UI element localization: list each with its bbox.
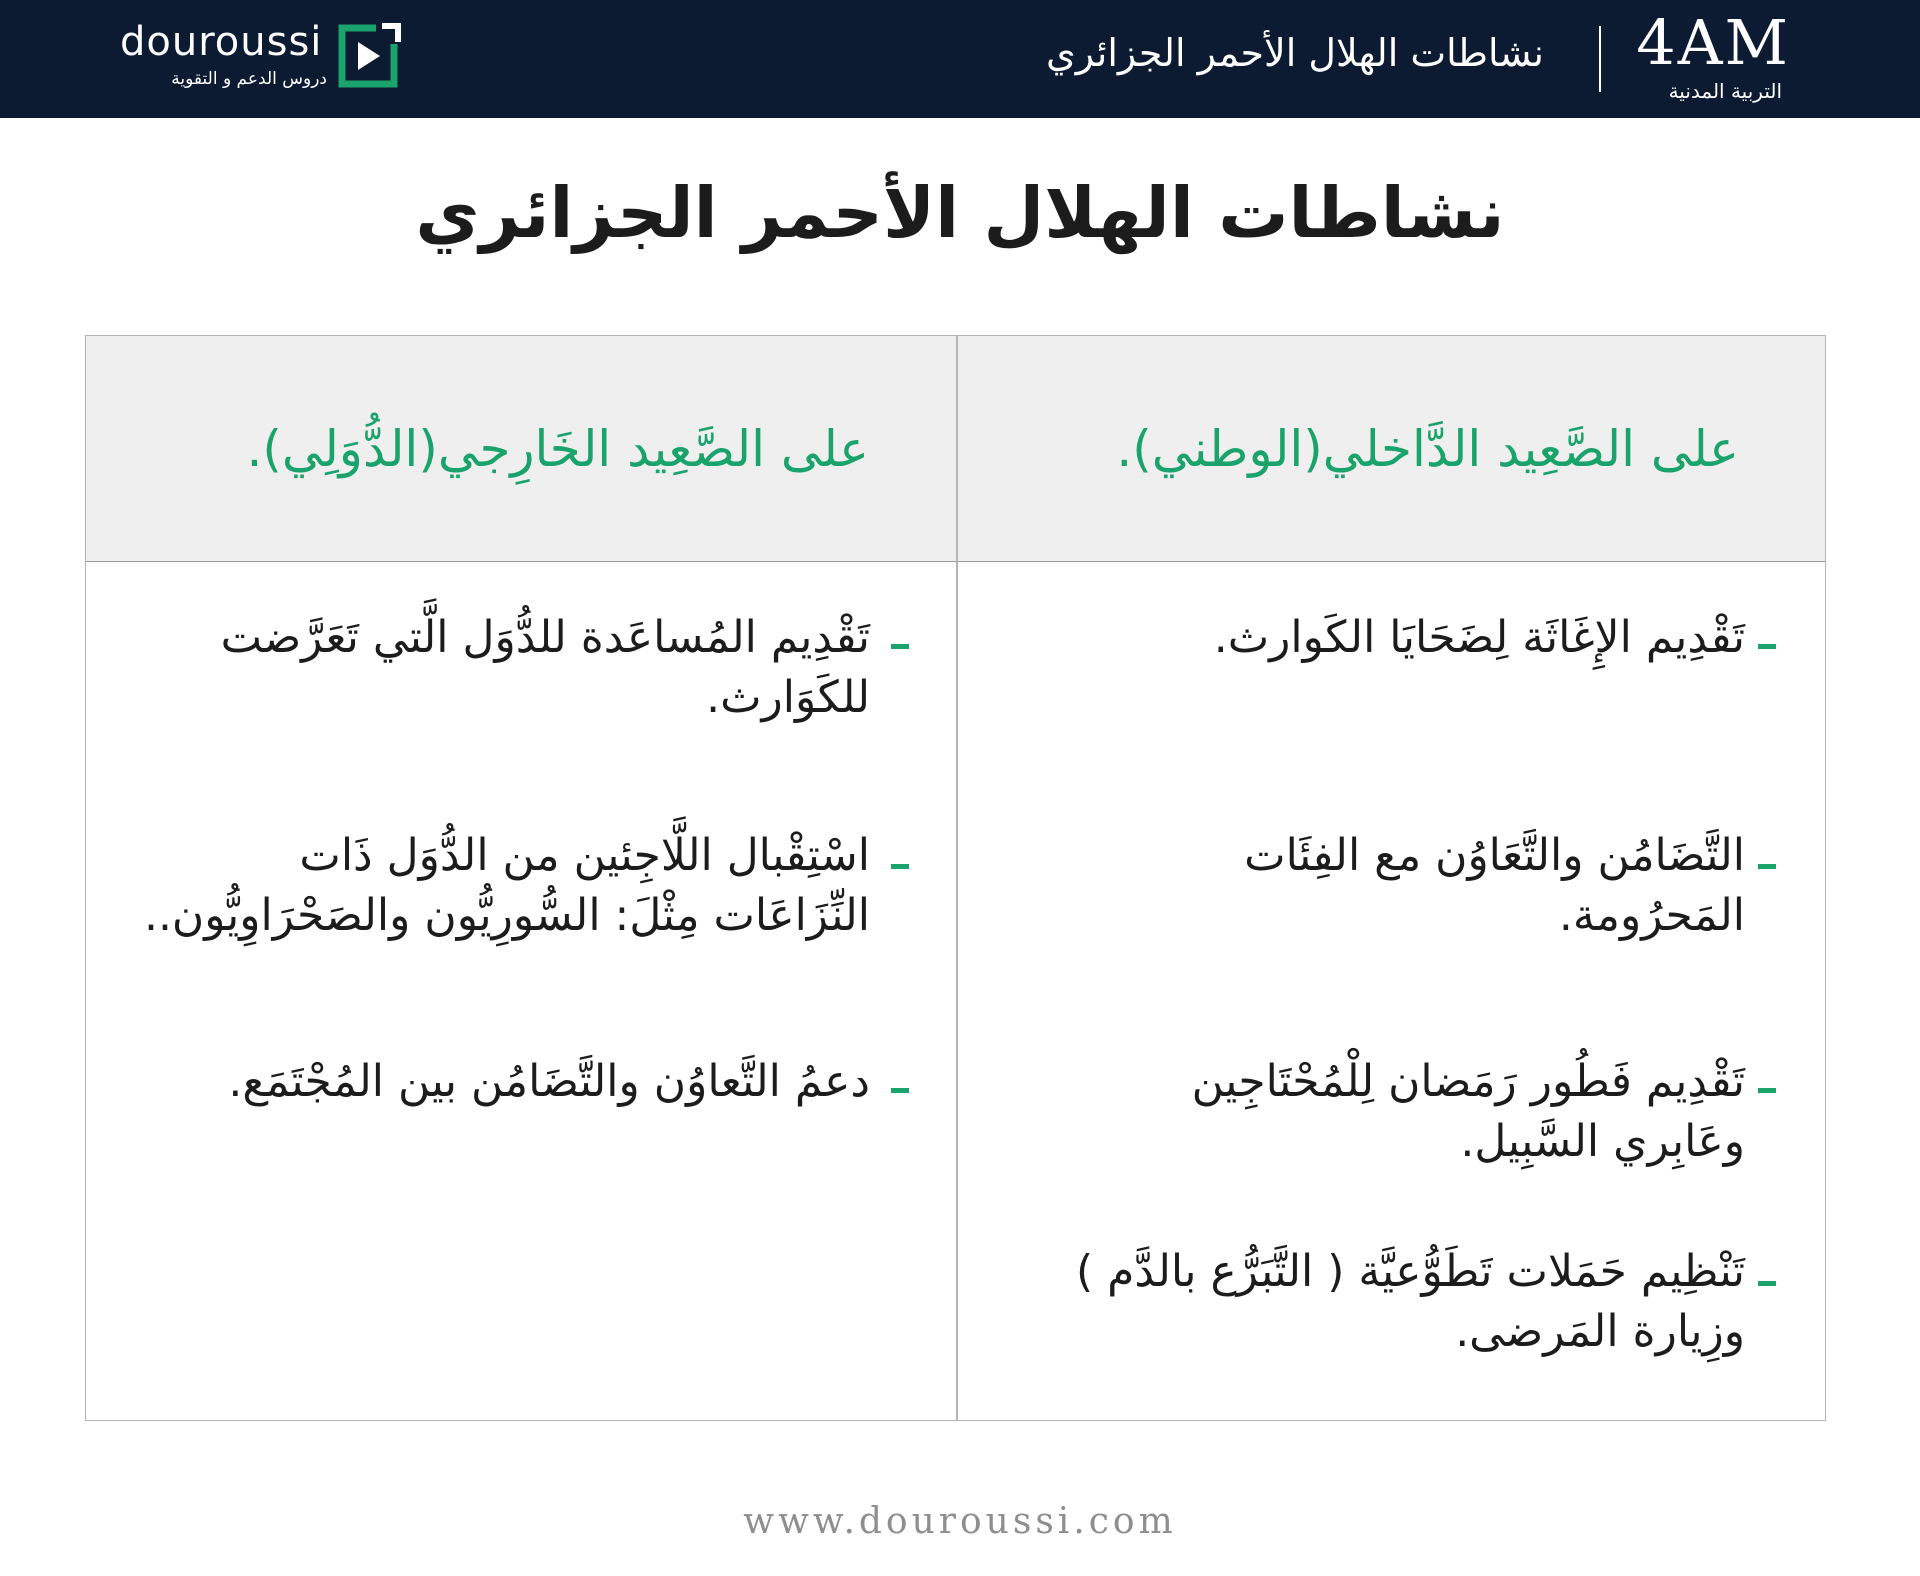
page-title: نشاطات الهلال الأحمر الجزائري [415,172,1505,254]
subject-label: التربية المدنية [1668,79,1782,103]
bullet-dash [891,864,909,869]
list-item: تَقْدِيم المُساعَدة للدُّوَل الَّتي تَعَرَّضت للكَوَارث. [220,612,870,723]
bullet-dash [1758,644,1776,649]
brand-name: douroussi [120,19,323,65]
top-header-bar [0,0,1920,118]
footer-url[interactable]: www.douroussi.com [743,1501,1177,1542]
list-item: التَّضَامُن والتَّعَاوُن مع الفِئَات المَحرُومة. [1244,830,1745,941]
bullet-dash [1758,1088,1776,1093]
list-item: تَنْظِيم حَمَلات تَطَوُّعيَّة ( التَّبَرُّع بالدَّم ) وزِيارة المَرضى. [1075,1246,1745,1357]
play-icon [332,20,404,92]
bullet-dash [1758,1281,1776,1286]
header-title: نشاطات الهلال الأحمر الجزائري [1046,31,1544,75]
bullet-dash [1758,864,1776,869]
header-divider [1599,26,1601,92]
list-item: دعمُ التَّعاوُن والتَّضَامُن بين المُجْتَمَع. [228,1056,870,1107]
column-header-national: على الصَّعِيد الدَّاخلي(الوطني). [1116,420,1739,478]
column-header-international: على الصَّعِيد الخَارِجي(الدُّوَلِي). [246,420,869,478]
activities-table [85,335,1826,1421]
list-item: تَقْدِيم الإِغَاثَة لِضَحَايَا الكَوارث. [1213,612,1745,663]
list-item: تَقْدِيم فَطُور رَمَضان لِلْمُحْتَاجِين وعَابِري السَّبِيل. [1191,1056,1745,1167]
grade-badge [1630,6,1790,104]
grade-code: 4AM [1636,6,1790,79]
column-divider [956,336,958,1420]
bullet-dash [891,644,909,649]
brand-tagline: دروس الدعم و التقوية [171,69,327,89]
list-item: اسْتِقْبال اللَّاجِئين من الدُّوَل ذَات النِّزَاعَات مِثْلَ: السُّورِيُّون والصَحْرَاوِيُّون.. [143,830,870,941]
bullet-dash [891,1088,909,1093]
brand-logo-block[interactable] [120,14,420,104]
